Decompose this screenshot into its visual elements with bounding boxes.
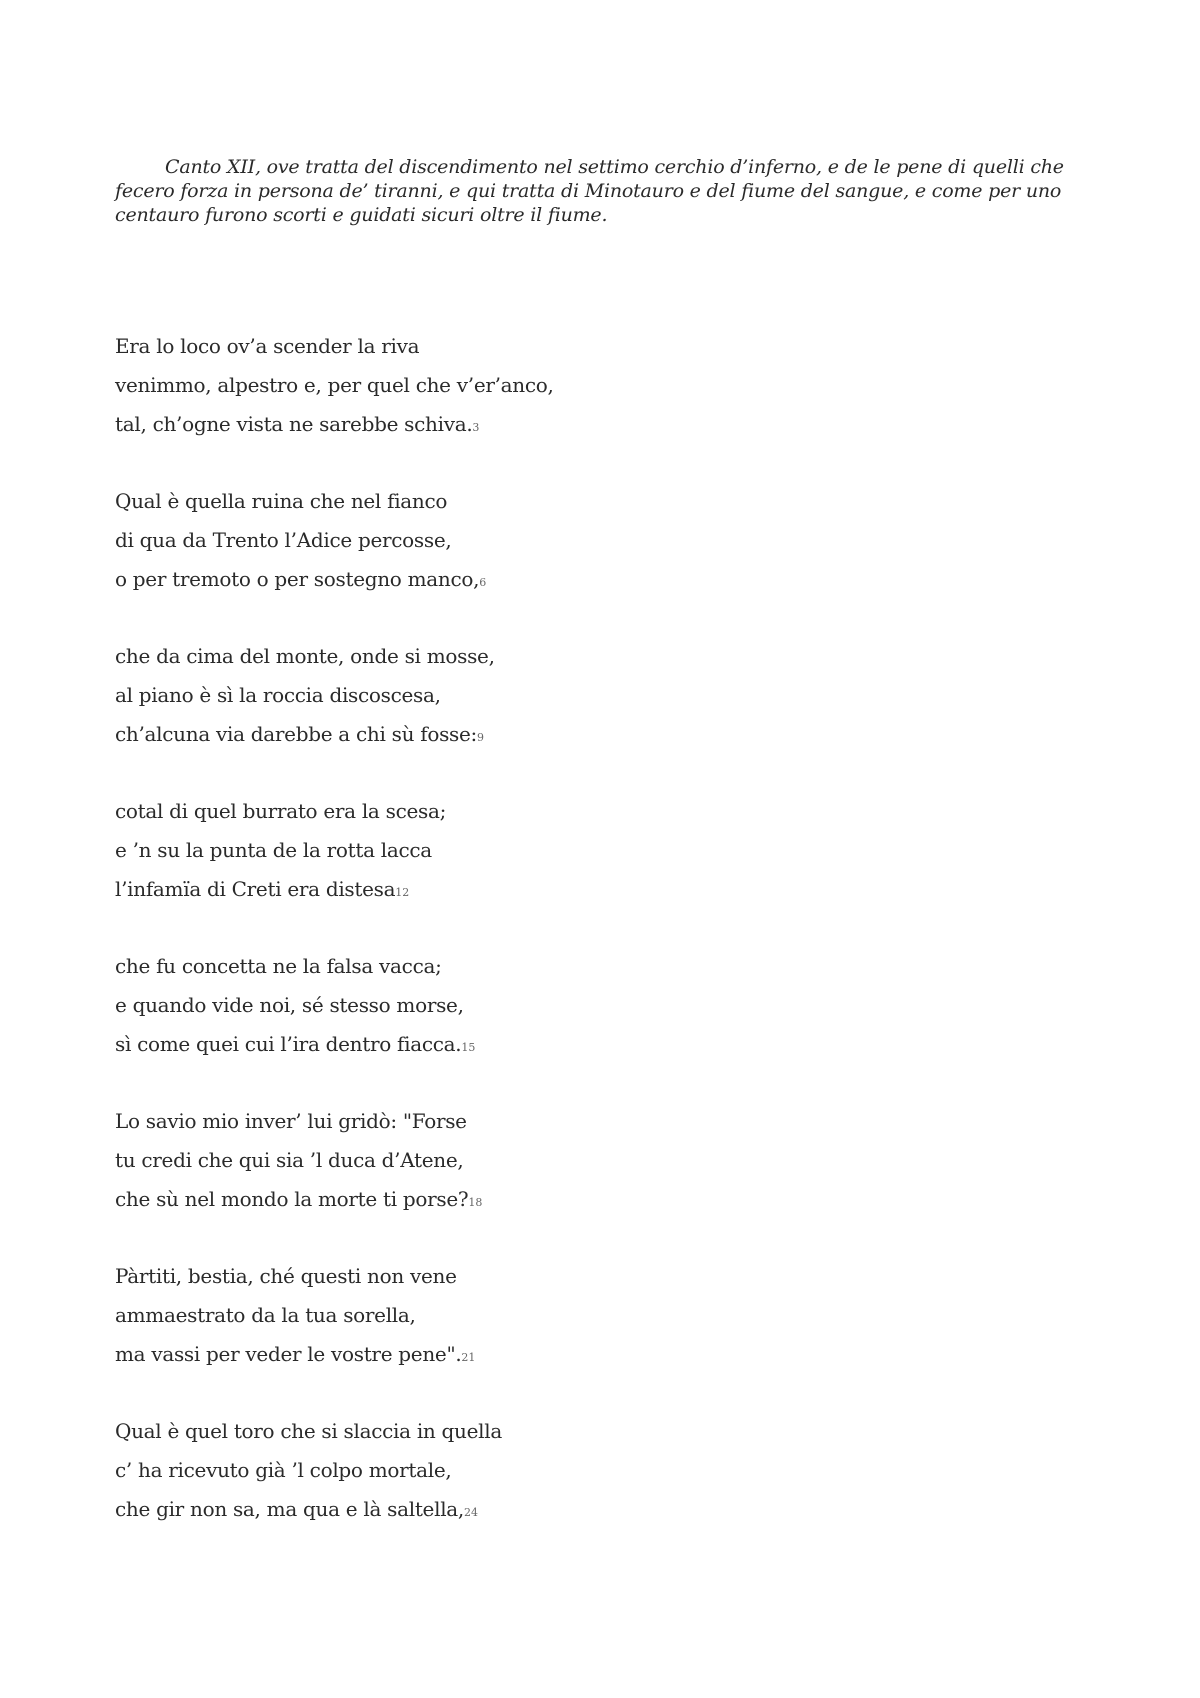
line-number: 9 [476, 731, 484, 744]
verse-line: c’ ha ricevuto già ’l colpo mortale, [115, 1458, 452, 1482]
line-number: 21 [461, 1351, 476, 1364]
verse-line: l’infamïa di Creti era distesa12 [115, 877, 410, 901]
tercet [115, 482, 1015, 599]
verse-line: che fu concetta ne la falsa vacca; [115, 954, 442, 978]
line-number: 24 [463, 1506, 478, 1519]
verse-line: cotal di quel burrato era la scesa; [115, 799, 447, 823]
verse-line: che gir non sa, ma qua e là saltella,24 [115, 1497, 478, 1521]
verse-line: Pàrtiti, bestia, ché questi non vene [115, 1264, 457, 1288]
line-number: 3 [472, 421, 480, 434]
tercet [115, 327, 1015, 444]
verse-line: e ’n su la punta de la rotta lacca [115, 838, 432, 862]
tercet [115, 637, 1015, 754]
verse-line: tal, ch’ogne vista ne sarebbe schiva.3 [115, 412, 480, 436]
verse-line: e quando vide noi, sé stesso morse, [115, 993, 464, 1017]
tercet [115, 1257, 1015, 1374]
tercet [115, 1102, 1015, 1219]
canto-intro: Canto XII, ove tratta del discendimento nel settimo cerchio d’inferno, e de le pene di quelli che fecero forza in persona de’ tiranni, e qui tratta di Minotauro e del fiume del sangue, e come per uno centauro furono scorti e guidati sicuri oltre il fiume. [115, 156, 1064, 226]
verse-line: che sù nel mondo la morte ti porse?18 [115, 1187, 483, 1211]
line-number: 6 [479, 576, 487, 589]
line-number: 12 [395, 886, 410, 899]
verse-line: ch’alcuna via darebbe a chi sù fosse:9 [115, 722, 484, 746]
verse-line: Era lo loco ov’a scender la riva [115, 334, 420, 358]
tercet [115, 947, 1015, 1064]
verse-line: Lo savio mio inver’ lui gridò: "Forse [115, 1109, 467, 1133]
verse-line: Qual è quel toro che si slaccia in quella [115, 1419, 502, 1443]
verse-line: venimmo, alpestro e, per quel che v’er’anco, [115, 373, 554, 397]
verse-line: ammaestrato da la tua sorella, [115, 1303, 416, 1327]
line-number: 18 [468, 1196, 483, 1209]
verse-line: al piano è sì la roccia discoscesa, [115, 683, 441, 707]
verse-line: o per tremoto o per sostegno manco,6 [115, 567, 487, 591]
tercet [115, 1412, 1015, 1529]
verse-line: tu credi che qui sia ’l duca d’Atene, [115, 1148, 464, 1172]
verse-line: Qual è quella ruina che nel fianco [115, 489, 448, 513]
tercet [115, 792, 1015, 909]
verse-line: che da cima del monte, onde si mosse, [115, 644, 495, 668]
verse-line: di qua da Trento l’Adice percosse, [115, 528, 452, 552]
line-number: 15 [461, 1041, 476, 1054]
verse-line: sì come quei cui l’ira dentro fiacca.15 [115, 1032, 476, 1056]
verse-line: ma vassi per veder le vostre pene".21 [115, 1342, 476, 1366]
poem [115, 327, 1015, 1567]
